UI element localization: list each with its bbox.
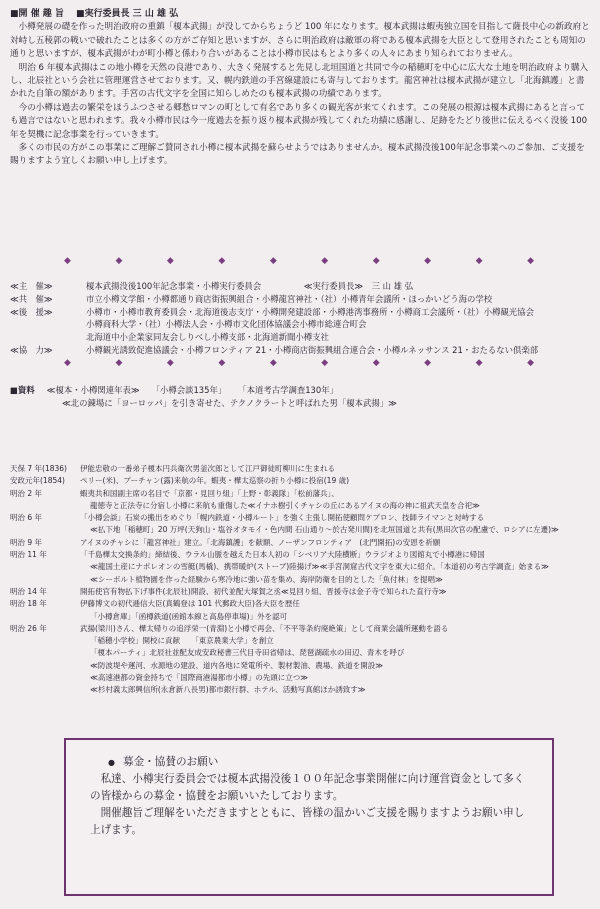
intro-paragraph-3: 今の小樽は過去の繁栄をほうふつさせる郷愁ロマンの町として有名であり多くの観光客が来てくれます。この発展の根源は榎本武揚にあると言っても過言ではないと思われます。我々小樽市民は今一度過去を振り返り榎本武揚が残してくれた功績に感謝し、足跡をたどり後世に伝えるべく没後 100 年を契機に記念事業を行っていきます。 [10,102,588,140]
intro-paragraph-2: 明治 6 年榎本武揚はこの地小樽を天然の良港であり、大きく発展すると先見し北垣国道と共同で今の稲穂町を中心に広大な土地を明治政府より購入し、北辰社という会社に管理運営させております。又、幌内鉄道の手宮線建設にも寄与しております。龍宮神社は榎本武揚が建立し「北海鎮護」と書かれた自筆の額があります。手宮の古代文字を全国に知らしめたのも榎本武揚の功績であります。 [10,62,589,100]
diamond-icon: ◆ [64,256,71,266]
intro-paragraph-4: 多くの市民の方がこの事業にご理解ご賛同され小樽に榎本武揚を蘇らせようではありませんか。榎本武揚没後100年記念事業へのご参加、ご支援を賜りますよう宜しくお願い申し上げます。 [10,143,585,167]
support-label: ≪後 援≫ [10,306,53,317]
donation-paragraph-2: 開催趣旨ご理解をいただきますとともに、皆様の温かいご支援を賜りますようお願い申し上げます。 [90,807,525,836]
diamond-icon: ◆ [475,358,483,368]
diamond-icon: ◆ [424,358,432,368]
timeline-year: 明治 6 年 [10,513,43,523]
diamond-icon: ◆ [166,358,174,368]
timeline-continuation: ≪高速港都の資金持ちで「国際商港湯都市小樽」の先頭に立つ≫ [90,673,309,683]
host-row [10,280,592,293]
diamond-icon: ◆ [372,358,380,368]
cooperate-list: 小樽観光誘致促進協議会・小樽フロンティア 21・小樽商店街振興組合連合会・小樽ルネッサンス 21・おたるない倶楽部 [86,344,539,355]
timeline-row [10,463,592,475]
donation-box [64,738,554,896]
bullet-icon: ● [108,758,115,767]
diamond-icon: ◆ [115,256,123,266]
timeline-year: 天保 7 年(1836) [10,464,67,473]
diamond-icon: ◆ [372,256,380,266]
timeline-row [10,512,592,524]
donation-title: 募金・協賛のお願い [122,756,219,768]
timeline-text: 武揚(梁川)さん、樺太帰りの追浮栄一(青淵)と小樽で再会、「不平等条約廃絶策」として商業会議所運動を語る [80,623,449,633]
diamond-icon: ◆ [64,358,71,368]
timeline-continuation: 龍徳寺と正法寺に分宿し小樽に来航も重傷した≪イナホ樹引くチャシの丘にあるアイヌの海の神に祖武天皇を合祀≫ [90,500,480,510]
timeline-text: 伊能忠敬の一番弟子榎本円兵衛次男釜次郎として江戸御徒町柳川に生まれる [80,464,335,473]
timeline-continuation: ≪杉村義太郎興信所(永倉新八長男)都市銀行群、ホテル、活動写真館ほか誘致す≫ [90,685,366,695]
materials-item-chronology: ≪榎本・小樽関連年表≫ [46,385,140,395]
diamond-icon: ◆ [475,256,483,266]
timeline-row [10,537,592,549]
diamond-divider-bottom [64,358,534,368]
timeline-continuation: 「小樽倉庫」「函樽鉄道(函館本線と高島停車場)」外を認可 [90,611,288,621]
timeline-row [10,623,592,635]
timeline-text: 蝦夷共和国副主席の名目で「京都・見回り組」「上野・彰義隊」「松前藩兵」、 [80,488,339,498]
organizers-section [10,280,592,357]
timeline-text: 伊藤博文の初代逓信大臣(真鶴登は 101 代郵政大臣)各大臣を歴任 [80,599,300,609]
intro-paragraph-1: 小樽発展の礎を作った明治政府の重鎮「榎本武揚」が没してからちょうど 100 年になります。榎本武揚は蝦夷独立国を目指して薩長中心の新政府と対峙し五稜郭の戦いで破れたことは多くの方がご存知と思いますが、さらに明治政府は敵軍の将である榎本武揚を大臣として登用されたことも周知の通りと思いますが、榎本武揚がわが町小樽と係わり合いがあることは小樽市民はもとより多くの人々にあまり知られておりません。 [10,22,590,60]
timeline-continuation: ≪防波堤や運河、水源地の建設、道内各地に発電所や、製材製油、農場、鉄道を開設≫ [90,660,384,670]
intro-heading: ■開 催 趣 旨 [10,9,64,19]
timeline-year: 明治 2 年 [10,488,43,498]
diamond-icon: ◆ [269,358,277,368]
timeline-year: 明治 18 年 [10,599,47,609]
intro-chair: ■実行委員長 三 山 雄 弘 [76,9,179,19]
donation-paragraph-1: 私達、小樽実行委員会では榎本武揚没後１００年記念事業開催に向け運営資金として多くの皆様からの募金・協賛をお願いいたしております。 [90,773,525,802]
host-chair: ≪実行委員長≫ 三 山 雄 弘 [303,281,414,291]
materials-label: ■資料 [10,385,35,395]
cooperate-row [10,344,592,357]
timeline-text: ペリー(米)、プーチャン(露)来航の年。蝦夷・樺太巡察の折り小樽に投宿(19 歳) [80,476,350,486]
donation-title-line [90,754,534,771]
timeline-row [10,598,592,610]
diamond-icon: ◆ [527,358,534,368]
host-label: ≪主 催≫ [10,281,53,291]
intro-heading-line [10,8,592,21]
diamond-icon: ◆ [218,256,226,266]
timeline-row [10,549,592,561]
diamond-icon: ◆ [321,256,329,266]
support-row [10,306,592,344]
timeline-year: 明治 14 年 [10,586,47,596]
co-host-label: ≪共 催≫ [10,293,53,304]
timeline-text: 「千島樺太交換条約」締結後、ウラル山脈を越えた日本人初の「シベリア大陸横断」ウラジオより図館丸で小樽港に帰国 [80,550,485,560]
timeline-year: 明治 11 年 [10,550,47,560]
support-line-2: 小樽商科大学・（社）小樽法人会・小樽市文化団体協議会小樽市総連合町会 [86,319,367,330]
timeline-year: 明治 26 年 [10,623,47,633]
materials-heading [10,384,592,397]
intro-section [10,8,592,169]
timeline-continuation: ≪シーボルト植物園を作った経験から寒冷地に強い苗を集め、海岸防衛を目的とした「魚付林」を提唱≫ [90,574,443,584]
materials-item-meeting: 「小樽会談135年」 [151,385,227,395]
diamond-icon: ◆ [321,358,329,368]
support-line-1: 小樽市・小樽市教育委員会・北海道後志支庁・小樽開発建設部・小樽港湾事務所・小樽商工会議所・（社）小樽観光協会 [86,306,535,317]
timeline-continuation: ≪払下地「稲穂町」20 万坪(天狗山・塩谷オタモイ・色内間 石山通り〜於古発川間)を北垣国道と共有(黒田次官の配慮で、ロシアに左遷)≫ [90,525,559,535]
diamond-divider-top [64,256,534,266]
diamond-icon: ◆ [269,256,277,266]
timeline-continuation: 「稲穂小学校」開校に貢献 「東京農業大学」を創立 [90,636,274,646]
support-line-3: 北海道中小企業家同友会しりべし小樽支部・北海道新聞小樽支社 [86,332,329,343]
timeline-continuation: 「榎本パーティ」北辰社並配友成安政秘書三代目寺田省帰は、琵琶湖疏水の田辺、青木を呼び [90,648,405,658]
timeline [10,463,592,697]
timeline-row [10,475,592,487]
cooperate-label: ≪協 力≫ [10,344,53,355]
timeline-row [10,586,592,598]
timeline-text: アイヌのチャシに「龍宮神社」建立。「北海鎮護」を献額、ノーザンフロンティア (北門開拓)の安恩を祈願 [80,537,441,547]
co-host-row [10,293,592,306]
diamond-icon: ◆ [218,358,226,368]
timeline-row [10,488,592,500]
diamond-icon: ◆ [424,256,432,266]
timeline-text: 「小樽会談」石炭の搬出をめぐり「幌内鉄道・小樽ルート」を強く主張し開拓使顧問ケプロン、技師ライマンと対峙する [80,513,485,523]
materials-subtitle: ≪北の錬場に「ヨーロッパ」を引き寄せた、テクノクラートと呼ばれた男「榎本武揚」≫ [62,397,397,408]
diamond-icon: ◆ [527,256,534,266]
co-host-list: 市立小樽文学館・小樽都通り商店街振興組合・小樽龍宮神社・（社）小樽青年会議所・ほっかいどう海の学校 [86,293,493,304]
host-name: 榎本武揚没後100年記念事業・小樽実行委員会 [86,281,262,291]
diamond-icon: ◆ [115,358,123,368]
timeline-continuation: ≪龍国土産にナポレオンの雪艇(馬橇)、携帯暖炉(ストーブ)陸揚げ≫≪手宮洞窟古代文字を東大に紹介。「本道初の考古学調査」始まる≫ [90,562,549,572]
timeline-year: 安政元年(1854) [10,476,65,486]
diamond-icon: ◆ [166,256,174,266]
timeline-text: 開拓使官有物払下げ事件(北辰社)開設、初代並配大塚賀之丞≪見回り組、晋援寺は金子寺で知られた直行寺≫ [80,586,447,596]
timeline-year: 明治 9 年 [10,537,43,547]
materials-section [10,384,592,409]
materials-item-archaeology: 「本道考古学調査130年」 [238,385,338,395]
